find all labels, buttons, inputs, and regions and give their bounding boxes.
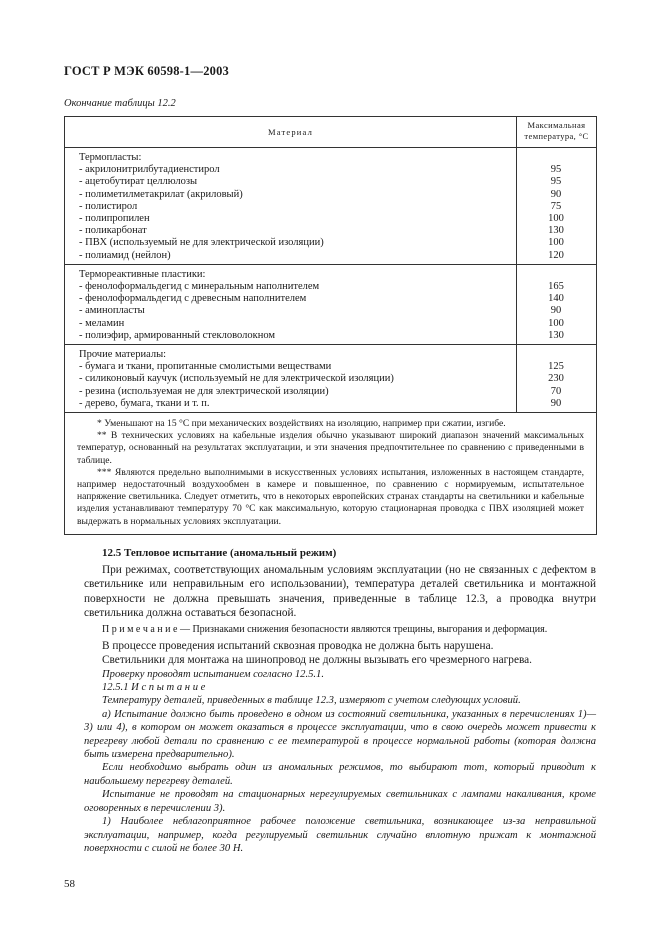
table-group-title-row <box>65 269 596 281</box>
material-name: - дерево, бумага, ткани и т. п. <box>79 397 210 409</box>
table-footnote: ** В технических условиях на кабельные изделия обычно указывают широкий диапазон значений максимальных температур, основанный на результатах эксплуатации, и эти значения предпочтительнее по сравнению с приведенными в таблице. <box>77 430 584 466</box>
table-group <box>65 148 596 265</box>
table-row <box>65 281 596 293</box>
table-footnote: * Уменьшают на 15 °С при механических воздействиях на изоляцию, например при сжатии, изгибе. <box>97 418 506 430</box>
table-footnote: *** Являются предельно выполнимыми в искусственных условиях испытания, изложенных в настоящем стандарте, например недостаточный воздухообмен в камере и повышенное, по сравнению с нормируемым, испытательное напряжение светильника. Следует отметить, что в некоторых европейских странах стандарты на светильники и кабельные изделия устанавливают температуру 70 °С как максимальную, которую стационарная проводка с ПВХ изоляцией может выдержать в нормальных условиях эксплуатации. <box>77 466 584 527</box>
max-temperature-value: 100 <box>548 237 564 249</box>
material-name: - поликарбонат <box>79 225 147 237</box>
table-row <box>65 201 596 213</box>
table-row <box>65 305 596 317</box>
table-row <box>65 189 596 201</box>
table-header-row <box>65 117 596 148</box>
paragraph-check: Проверку проводят испытанием согласно 12.5.1. <box>102 668 324 680</box>
material-name: - ПВХ (используемый не для электрической изоляции) <box>79 237 324 249</box>
table-group <box>65 345 596 413</box>
max-temperature-value: 100 <box>548 213 564 225</box>
note-paragraph <box>84 623 596 637</box>
subsection-number: 12.5.1 <box>102 682 129 694</box>
section-content <box>84 546 596 855</box>
table-row <box>65 361 596 373</box>
document-header: ГОСТ Р МЭК 60598-1—2003 <box>64 64 229 78</box>
material-name: - ацетобутират целлюлозы <box>79 176 198 188</box>
table-notes <box>65 413 596 534</box>
table-row <box>65 398 596 410</box>
max-temperature-value: 90 <box>550 188 562 200</box>
paragraph-wiring: В процессе проведения испытаний сквозная проводка не должна быть нарушена. <box>102 640 494 653</box>
paragraph-measure: Температуру деталей, приведенных в таблице 12.3, измеряют с учетом следующих условий. <box>102 695 521 707</box>
note-label: П р и м е ч а н и е — <box>102 624 190 636</box>
max-temperature-value: 95 <box>550 176 562 188</box>
material-name: - полипропилен <box>79 213 150 225</box>
material-name: - полиамид (нейлон) <box>79 249 171 261</box>
table-row <box>65 318 596 330</box>
material-name: - бумага и ткани, пропитанные смолистыми веществами <box>79 361 332 373</box>
material-name: - резина (используемая не для электрической изоляции) <box>79 385 329 397</box>
table-row <box>65 250 596 262</box>
max-temperature-value: 95 <box>550 164 562 176</box>
material-name: - фенолоформальдегид с древесным наполнителем <box>79 293 307 305</box>
max-temperature-value: 230 <box>548 373 564 385</box>
material-name: - полиэфир, армированный стекловолокном <box>79 329 276 341</box>
table-group-title-row <box>65 152 596 164</box>
materials-table <box>64 116 597 535</box>
column-header-temperature-line1: Максимальная <box>527 120 586 130</box>
page-number: 58 <box>64 878 75 890</box>
max-temperature-value: 75 <box>550 200 562 212</box>
table-row <box>65 373 596 385</box>
max-temperature-value: 120 <box>548 249 564 261</box>
paragraph-busbar: Светильники для монтажа на шинопровод не должны вызывать его чрезмерного нагрева. <box>102 654 532 667</box>
material-name: - фенолоформальдегид с минеральным наполнителем <box>79 281 320 293</box>
material-name: - меламин <box>79 317 125 329</box>
material-name: - акрилонитрилбутадиенстирол <box>79 164 220 176</box>
max-temperature-value: 130 <box>548 225 564 237</box>
max-temperature-value: 70 <box>550 385 562 397</box>
column-header-temperature-line2: температура, °С <box>524 131 589 141</box>
table-row <box>65 225 596 237</box>
table-group-title: Термореактивные пластики: <box>79 268 206 280</box>
max-temperature-value: 140 <box>548 293 564 305</box>
max-temperature-value: 90 <box>550 397 562 409</box>
column-header-temperature <box>516 117 596 147</box>
max-temperature-value: 165 <box>548 281 564 293</box>
paragraph-item-a: а) Испытание должно быть проведено в одном из состояний светильника, указанных в перечислениях 1)—3) или 4), в котором он может оказаться в процессе эксплуатации, что в свою очередь может привести к перегреву любой детали по сравнению с ее температурой в процессе нормальной работы (которая должна быть измерена предварительно). <box>84 708 596 761</box>
max-temperature-value: 90 <box>550 305 562 317</box>
table-row <box>65 237 596 249</box>
max-temperature-value: 100 <box>548 317 564 329</box>
table-row <box>65 213 596 225</box>
paragraph-exclusion: Испытание не проводят на стационарных нерегулируемых светильниках с лампами накаливания, кроме оговоренных в перечислении 3). <box>84 789 596 814</box>
paragraph-item-1: 1) Наиболее неблагоприятное рабочее положение светильника, возникающее из-за неправильной эксплуатации, например, когда регулируемый светильник случайно вплотную прижат к монтажной поверхности с силой не более 30 Н. <box>84 816 596 854</box>
subsection-heading <box>84 681 596 694</box>
max-temperature-value: 125 <box>548 361 564 373</box>
table-row <box>65 293 596 305</box>
max-temperature-value: 130 <box>548 329 564 341</box>
table-row <box>65 176 596 188</box>
material-name: - полиметилметакрилат (акриловый) <box>79 188 243 200</box>
paragraph-choose-mode: Если необходимо выбрать один из аномальных режимов, то выбирают тот, который приводит к наибольшему перегреву деталей. <box>84 762 596 787</box>
column-header-material: Материал <box>267 127 314 137</box>
note-text: Признаками снижения безопасности являются трещины, выгорания и деформация. <box>192 624 548 636</box>
paragraph-abnormal-conditions: При режимах, соответствующих аномальным условиям эксплуатации (но не связанных с дефектом в светильнике или неправильным его использовании), температура деталей светильника и монтажной поверхности не должна превышать значения, приведенные в таблице 12.3, а проводка внутри светильника должна оставаться безопасной. <box>84 564 596 619</box>
table-group-title: Термопласты: <box>79 152 142 163</box>
table-group-title-row <box>65 349 596 361</box>
material-name: - аминопласты <box>79 305 145 317</box>
subsection-title: И с п ы т а н и е <box>131 682 206 694</box>
material-name: - полистирол <box>79 200 138 212</box>
section-title: 12.5 Тепловое испытание (аномальный режим) <box>102 547 337 559</box>
table-caption: Окончание таблицы 12.2 <box>64 98 176 109</box>
table-group <box>65 265 596 345</box>
table-body <box>65 148 596 413</box>
table-row <box>65 164 596 176</box>
material-name: - силиконовый каучук (используемый не для электрической изоляции) <box>79 373 394 385</box>
table-row <box>65 386 596 398</box>
table-group-title: Прочие материалы: <box>79 349 167 361</box>
table-row <box>65 330 596 342</box>
